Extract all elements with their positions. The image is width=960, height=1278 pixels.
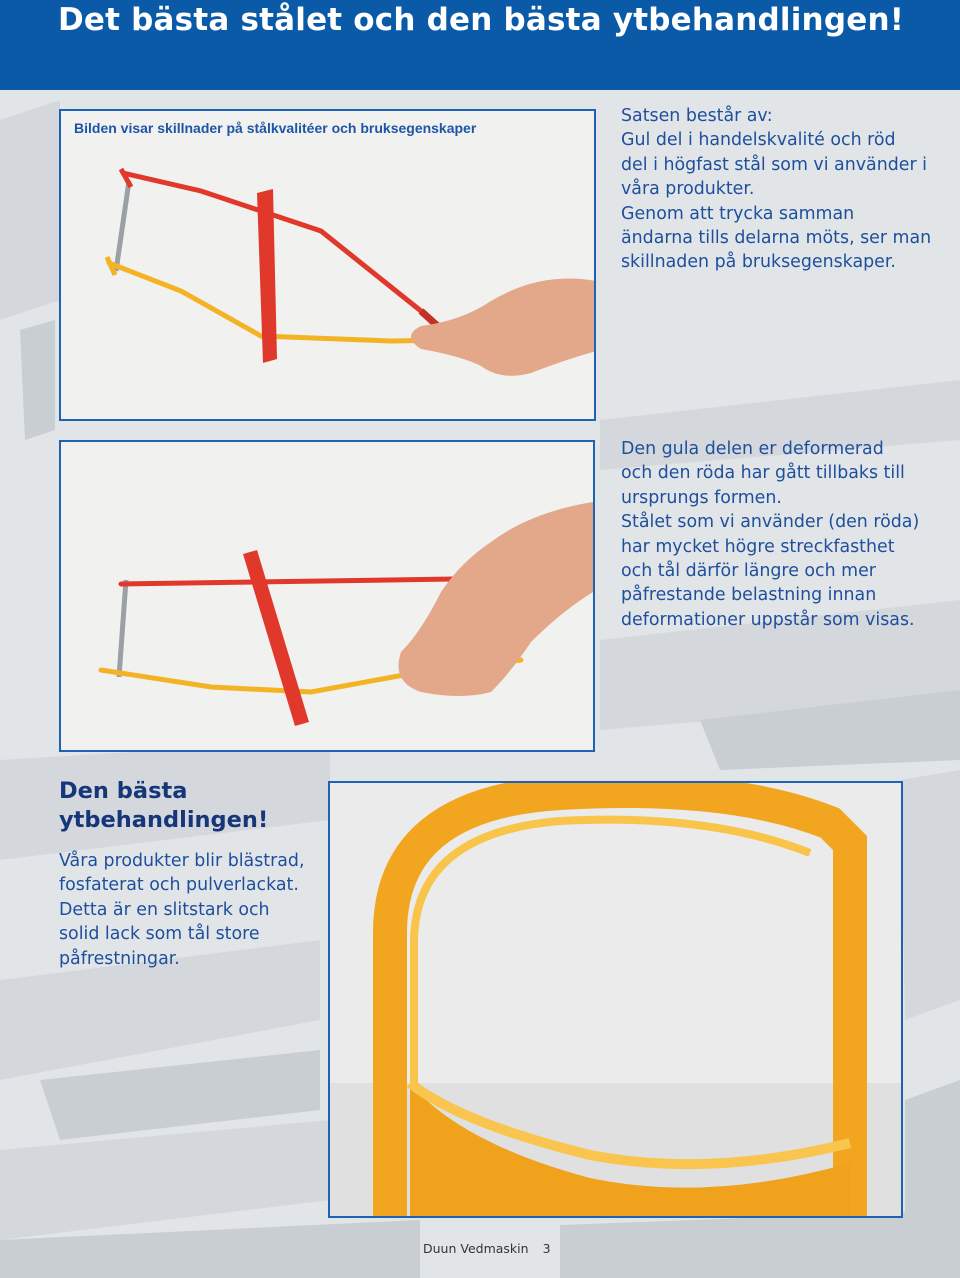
page-number: 3 <box>542 1241 551 1256</box>
text-line: Genom att trycka samman <box>621 203 855 224</box>
text-line: Den gula delen er deformerad <box>621 439 884 459</box>
text-line: påfrestningar. <box>59 948 180 969</box>
heading-line: Den bästa <box>59 778 188 804</box>
text-line: Detta är en slitstark och <box>59 899 270 920</box>
photo-steel-test-before <box>59 109 596 421</box>
text-line: påfrestande belastning innan <box>621 585 877 606</box>
page-header <box>0 0 960 90</box>
text-line: Våra produkter blir blästrad, <box>59 851 305 871</box>
text-line: ursprungs formen. <box>621 487 782 508</box>
photo-powder-coated-closeup <box>328 781 903 1218</box>
text-line: har mycket högre streckfasthet <box>621 536 895 557</box>
text-line: och tål därför längre och mer <box>621 561 876 582</box>
photo-steel-test-after <box>59 440 595 752</box>
photo-caption: Bilden visar skillnader på stålkvalitéer och bruksegenskaper <box>74 120 477 136</box>
page-footer <box>423 1241 551 1256</box>
text-line: skillnaden på bruksegenskaper. <box>621 252 896 273</box>
section-heading <box>59 777 319 835</box>
text-line: våra produkter. <box>621 179 755 200</box>
text-line: deformationer uppstår som visas. <box>621 609 915 630</box>
text-block-set-contents <box>621 104 941 275</box>
text-line: fosfaterat och pulverlackat. <box>59 875 299 896</box>
text-line: del i högfast stål som vi använder i <box>621 154 927 175</box>
text-line: ändarna tills delarna möts, ser man <box>621 228 932 249</box>
text-line: Gul del i handelskvalité och röd <box>621 130 896 151</box>
heading-line: ytbehandlingen! <box>59 807 269 833</box>
footer-brand: Duun Vedmaskin <box>423 1241 529 1256</box>
text-line: och den röda har gått tillbaks till <box>621 463 905 484</box>
text-block-deformation <box>621 437 941 632</box>
text-line: Satsen består av: <box>621 106 773 126</box>
text-line: Stålet som vi använder (den röda) <box>621 512 920 533</box>
page-title: Det bästa stålet och den bästa ytbehandlingen! <box>58 2 905 38</box>
text-line: solid lack som tål store <box>59 924 260 945</box>
text-block-surface-treatment <box>59 849 319 971</box>
